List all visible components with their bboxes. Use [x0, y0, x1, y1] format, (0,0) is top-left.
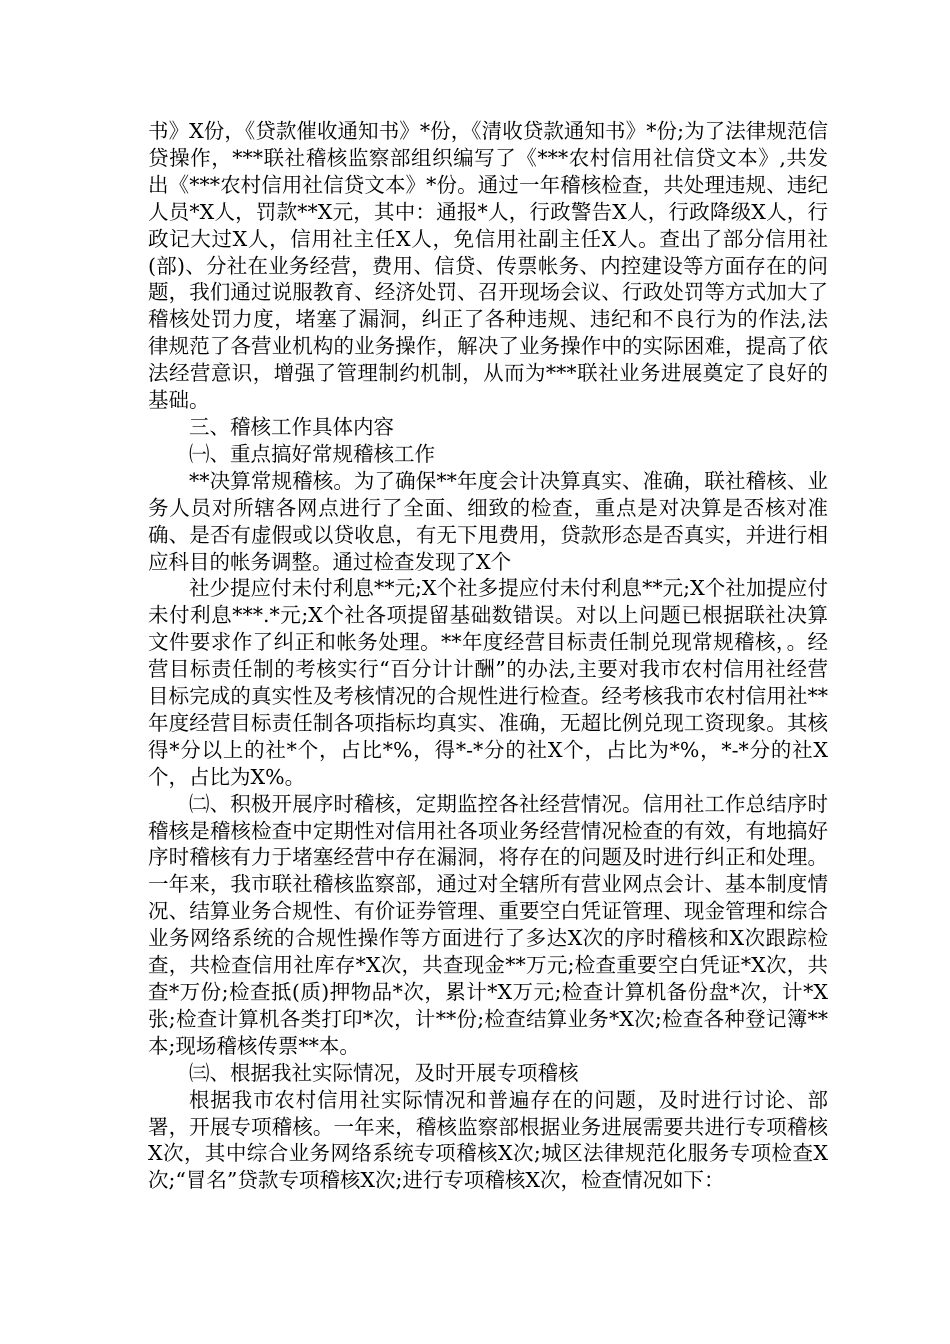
subheading-special-audit: ㈢、根据我社实际情况，及时开展专项稽核 [189, 1060, 579, 1085]
subheading-routine-audit: ㈠、重点搞好常规稽核工作 [189, 441, 435, 466]
document-body [148, 118, 828, 1194]
paragraph-special-audit: 根据我市农村信用社实际情况和普遍存在的问题，及时进行讨论、部署，开展专项稽核。一年来，稽核监察部根据业务进展需要共进行专项稽核X次，其中综合业务网络系统专项稽核X次;城区法律规范化服务专项检查X次;“冒名”贷款专项稽核X次;进行专项稽核X次，检查情况如下： [148, 1087, 828, 1193]
paragraph-settlement-audit: **决算常规稽核。为了确保**年度会计决算真实、准确，联社稽核、业务人员对所辖各网点进行了全面、细致的检查，重点是对决算是否核对准确、是否有虚假或以贷收息，有无下甩费用，贷款形态是否真实，并进行相应科目的帐务调整。通过检查发现了X个 [148, 468, 828, 574]
paragraph-periodic-audit: ㈡、积极开展序时稽核，定期监控各社经营情况。信用社工作总结序时稽核是稽核检查中定期性对信用社各项业务经营情况检查的有效，有地搞好序时稽核有力于堵塞经营中存在漏洞，将存在的问题及时进行纠正和处理。一年来，我市联社稽核监察部，通过对全辖所有营业网点会计、基本制度情况、结算业务合规性、有价证券管理、重要空白凭证管理、现金管理和综合业务网络系统的合规性操作等方面进行了多达X次的序时稽核和X次跟踪检查，共检查信用社库存*X次，共查现金**万元;检查重要空白凭证*X次，共查*万份;检查抵(质)押物品*次，累计*X万元;检查计算机备份盘*次，计*X张;检查计算机各类打印*次，计**份;检查结算业务*X次;检查各种登记簿**本;现场稽核传票**本。 [148, 791, 828, 1058]
section-heading-audit-content: 三、稽核工作具体内容 [189, 414, 394, 439]
paragraph-continuation: 书》X份，《贷款催收通知书》*份，《清收贷款通知书》*份;为了法律规范信贷操作，***联社稽核监察部组织编写了《***农村信用社信贷文本》,共发出《***农村信用社信贷文本》*份。通过一年稽核检查，共处理违规、违纪人员*X人，罚款**X元，其中：通报*人，行政警告X人，行政降级X人，行政记大过X人，信用社主任X人，免信用社副主任X人。查出了部分信用社(部)、分社在业务经营，费用、信贷、传票帐务、内控建设等方面存在的问题，我们通过说服教育、经济处罚、召开现场会议、行政处罚等方式加大了稽核处罚力度，堵塞了漏洞，纠正了各种违规、违纪和不良行为的作法,法律规范了各营业机构的业务操作，解决了业务操作中的实际困难，提高了依法经营意识，增强了管理制约机制，从而为***联社业务进展奠定了良好的基础。 [148, 119, 828, 413]
paragraph-interest-findings: 社少提应付未付利息**元;X个社多提应付未付利息**元;X个社加提应付未付利息***.*元;X个社各项提留基础数错误。对以上问题已根据联社决算文件要求作了纠正和帐务处理。**年度经营目标责任制兑现常规稽核，。经营目标责任制的考核实行“百分计计酬”的办法,主要对我市农村信用社经营目标完成的真实性及考核情况的合规性进行检查。经考核我市农村信用社**年度经营目标责任制各项指标均真实、准确，无超比例兑现工资现象。其核得*分以上的社*个，占比*%，得*-*分的社X个，占比为*%，*-*分的社X个，占比为X%。 [148, 576, 828, 789]
